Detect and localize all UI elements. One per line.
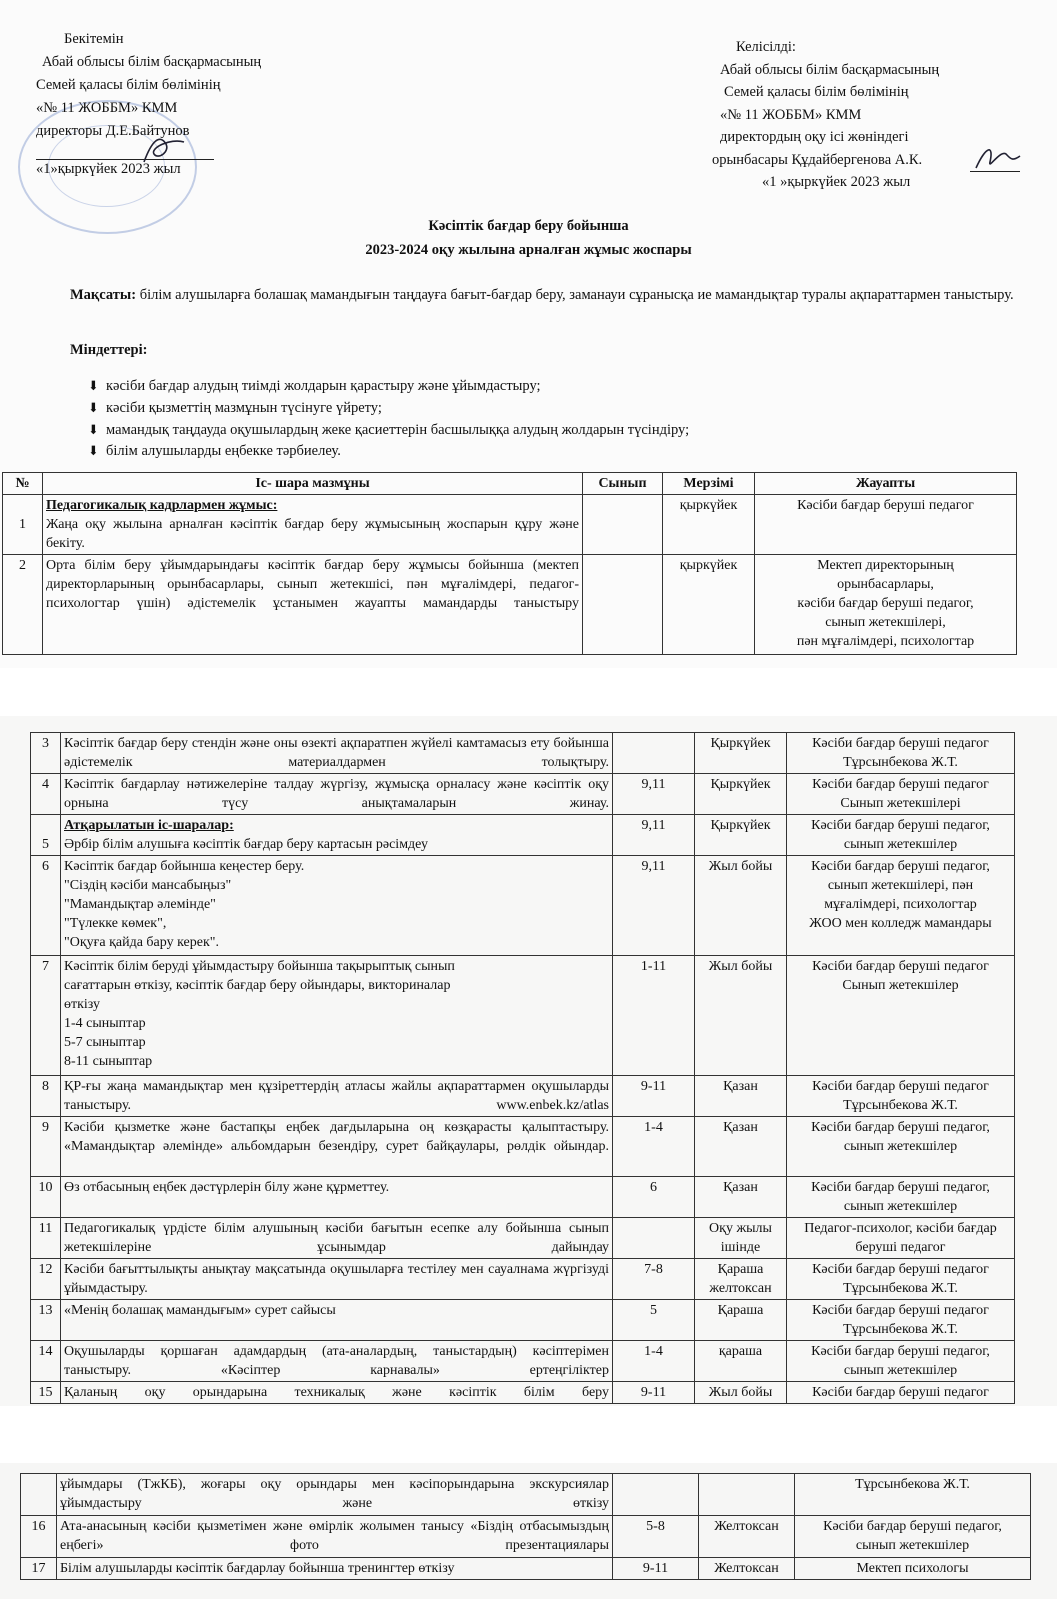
row-responsible: Кәсіби бағдар беруші педагог Тұрсынбекова Ж.Т.	[787, 1300, 1015, 1341]
row-responsible: Кәсіби бағдар беруші педагог	[755, 495, 1017, 555]
row-responsible: Тұрсынбекова Ж.Т.	[795, 1474, 1031, 1516]
table-row	[31, 1117, 1015, 1177]
row-term: Жыл бойы	[695, 856, 787, 956]
table-row	[31, 956, 1015, 1076]
row-responsible: Кәсіби бағдар беруші педагог, сынып жетекшілер	[787, 815, 1015, 856]
row-content: Кәсіби қызметке және бастапқы еңбек дағдыларына оң көзқарасты қалыптастыру. «Мамандықтар әлемінде» альбомдарын безендіру, сурет байқаулары, рөлдік ойындар.	[61, 1117, 613, 1177]
doc-title: Кәсіптік бағдар беру бойынша	[428, 218, 629, 234]
row-term: Қыркүйек	[695, 774, 787, 815]
agreement-line: директордың оқу ісі жөніндегі	[720, 129, 909, 145]
arrow-down-icon: ⬇	[88, 422, 99, 437]
row-num: 12	[31, 1259, 61, 1300]
doc-subtitle: 2023-2024 оқу жылына арналған жұмыс жоспары	[365, 242, 692, 258]
row-num: 8	[31, 1076, 61, 1117]
row-content: Кәсіптік білім беруді ұйымдастыру бойынша тақырыптық сынып сағаттарын өткізу, кәсіптік бағдар беру ойындары, викториналар өткізу 1-4 сыныптар 5-7 сыныптар 8-11 сыныптар	[61, 956, 613, 1076]
header-content: Іс- шара мазмұны	[43, 473, 583, 495]
row-term: Қараша желтоксан	[695, 1259, 787, 1300]
signature-right-icon	[972, 140, 1022, 174]
page-sheet-1	[0, 0, 1057, 668]
agreement-line: Семей қаласы білім бөлімінің	[724, 84, 909, 100]
header-term: Мерзімі	[663, 473, 755, 495]
row-grade: 1-11	[613, 956, 695, 1076]
agreement-heading: Келісілді:	[736, 39, 796, 55]
row-num: 7	[31, 956, 61, 1076]
table-row	[31, 1218, 1015, 1259]
approval-line: Абай облысы білім басқармасының	[42, 54, 262, 70]
section-heading: Педагогикалық кадрлармен жұмыс:	[46, 498, 278, 513]
row-grade: 1-4	[613, 1341, 695, 1382]
table-row	[21, 1474, 1031, 1516]
row-num: 16	[21, 1516, 57, 1558]
table-row	[31, 733, 1015, 774]
table-row	[21, 1516, 1031, 1558]
header-responsible: Жауапты	[755, 473, 1017, 495]
row-num: 10	[31, 1177, 61, 1218]
row-content: Ата-анасының кәсіби қызметімен және өмірлік жолымен танысу «Біздің отбасымыздың еңбегі» фото презентациялары	[57, 1516, 613, 1558]
goal-label: Мақсаты:	[70, 287, 137, 303]
row-content: Педагогикалық үрдісте білім алушының кәсіби бағытын есепке алу бойынша сынып жетекшілеріне ұсынымдар дайындау	[61, 1218, 613, 1259]
section-heading: Атқарылатын іс-шаралар:	[64, 818, 234, 833]
row-term: Қазан	[695, 1117, 787, 1177]
row-responsible: Мектеп психологы	[795, 1558, 1031, 1580]
task-item: ⬇ кәсіби бағдар алудың тиімді жолдарын қарастыру және ұйымдастыру;	[88, 378, 541, 394]
row-grade: 9,11	[613, 856, 695, 956]
table-row	[31, 856, 1015, 956]
row-content: «Менің болашақ мамандығым» сурет сайысы	[61, 1300, 613, 1341]
row-grade: 6	[613, 1177, 695, 1218]
row-content: ұйымдары (ТжКБ), жоғары оқу орындары мен кәсіпорындарына экскурсиялар ұйымдастыру және өткізу	[57, 1474, 613, 1516]
row-responsible: Мектеп директорының орынбасарлары, кәсіби бағдар беруші педагог, сынып жетекшілері, пән мұғалімдері, психологтар	[755, 555, 1017, 655]
row-grade: 9,11	[613, 774, 695, 815]
page-sheet-3	[0, 1463, 1057, 1599]
approval-director: директоры Д.Е.Байтунов	[36, 123, 190, 139]
plan-table-part-3	[20, 1473, 1031, 1580]
row-num: 11	[31, 1218, 61, 1259]
row-content: Білім алушыларды кәсіптік бағдарлау бойынша тренингтер өткізу	[57, 1558, 613, 1580]
row-grade: 9-11	[613, 1382, 695, 1404]
header-grade: Сынып	[583, 473, 663, 495]
row-term: Қараша	[695, 1300, 787, 1341]
table-row	[31, 1076, 1015, 1117]
page-gap	[0, 668, 1057, 716]
signature-left-icon	[140, 130, 190, 170]
row-responsible: Кәсіби бағдар беруші педагог, сынып жетекшілер	[795, 1516, 1031, 1558]
row-num: 9	[31, 1117, 61, 1177]
row-responsible: Педагог-психолог, кәсіби бағдар беруші педагог	[787, 1218, 1015, 1259]
row-grade	[613, 1218, 695, 1259]
row-num: 15	[31, 1382, 61, 1404]
approval-heading: Бекітемін	[64, 31, 124, 47]
row-content: Кәсіптік бағдарлау нәтижелеріне талдау жүргізу, жұмысқа орналасу және кәсіптік оқу орнына түсу анықтамаларын жинау.	[61, 774, 613, 815]
row-term: Жыл бойы	[695, 1382, 787, 1404]
row-grade: 9-11	[613, 1558, 699, 1580]
row-responsible: Кәсіби бағдар беруші педагог Тұрсынбекова Ж.Т.	[787, 733, 1015, 774]
row-term: Желтоксан	[699, 1516, 795, 1558]
row-responsible: Кәсіби бағдар беруші педагог, сынып жетекшілері, пән мұғалімдері, психологтар ЖОО мен колледж мамандары	[787, 856, 1015, 956]
row-content: Педагогикалық кадрлармен жұмыс: Жаңа оқу жылына арналған кәсіптік бағдар беру жұмысының жоспарын құру және бекіту.	[43, 495, 583, 555]
row-responsible: Кәсіби бағдар беруші педагог Тұрсынбекова Ж.Т.	[787, 1076, 1015, 1117]
row-term: Қыркүйек	[695, 733, 787, 774]
row-content: Оқушыларды қоршаған адамдардың (ата-аналардың, таныстардың) кәсіптерімен таныстыру. «Кәсіптер карнавалы» ертеңгіліктер	[61, 1341, 613, 1382]
row-grade	[583, 495, 663, 555]
row-grade: 9-11	[613, 1076, 695, 1117]
approval-line: Семей қаласы білім бөлімінің	[36, 77, 221, 93]
table-row	[3, 495, 1017, 555]
agreement-line: «№ 11 ЖОББМ» КММ	[720, 106, 862, 123]
table-row	[31, 1259, 1015, 1300]
row-term	[699, 1474, 795, 1516]
row-grade: 7-8	[613, 1259, 695, 1300]
row-term: Оқу жылы ішінде	[695, 1218, 787, 1259]
row-num: 17	[21, 1558, 57, 1580]
row-grade: 5	[613, 1300, 695, 1341]
row-responsible: Кәсіби бағдар беруші педагог, сынып жетекшілер	[787, 1341, 1015, 1382]
table-row	[31, 1341, 1015, 1382]
tasks-heading: Міндеттері:	[70, 342, 148, 358]
row-term: қыркүйек	[663, 555, 755, 655]
table-row	[31, 1177, 1015, 1218]
arrow-down-icon: ⬇	[88, 443, 99, 458]
row-responsible: Кәсіби бағдар беруші педагог, сынып жетекшілер	[787, 1117, 1015, 1177]
row-content: Орта білім беру ұйымдарындағы кәсіптік бағдар беру жұмысы бойынша (мектеп директорларының орынбасарлары, сынып жетекшісі, пән мұғалімдері, педагог-психологтар үшін) әдістемелік ұстанымен жауапты мамандарды таныстыру	[43, 555, 583, 655]
agreement-date: «1 »қыркүйек 2023 жыл	[762, 174, 911, 190]
row-content: Кәсіптік бағдар беру стендін және оны өзекті ақпаратпен жүйелі камтамасыз ету бойынша әдістемелік материалдармен толықтыру.	[61, 733, 613, 774]
row-num: 5	[31, 815, 61, 856]
table-row	[31, 815, 1015, 856]
table-row	[31, 1300, 1015, 1341]
table-row	[21, 1558, 1031, 1580]
row-num: 13	[31, 1300, 61, 1341]
header-num: №	[3, 473, 43, 495]
row-num	[21, 1474, 57, 1516]
row-grade	[613, 1474, 699, 1516]
row-content: Кәсіптік бағдар бойынша кеңестер беру. "Сіздің кәсіби мансабыңыз" "Мамандықтар әлемінде" "Түлекке көмек", "Оқуға қайда бару керек".	[61, 856, 613, 956]
row-content: ҚР-ғы жаңа мамандықтар мен құзіреттердің атласы жайлы ақпараттармен оқушыларды таныстыру. www.enbek.kz/atlas	[61, 1076, 613, 1117]
row-responsible: Кәсіби бағдар беруші педагог Тұрсынбекова Ж.Т.	[787, 1259, 1015, 1300]
row-term: Желтоксан	[699, 1558, 795, 1580]
agreement-line: Абай облысы білім басқармасының	[720, 61, 940, 78]
row-grade: 5-8	[613, 1516, 699, 1558]
row-term: Қазан	[695, 1076, 787, 1117]
arrow-down-icon: ⬇	[88, 400, 99, 415]
row-responsible: Кәсіби бағдар беруші педагог Сынып жетекшілер	[787, 956, 1015, 1076]
approval-date: «1»қыркүйек 2023 жыл	[36, 161, 181, 177]
page-sheet-2	[0, 716, 1057, 1406]
row-content: Кәсіби бағыттылықты анықтау мақсатында оқушыларға тестілеу мен сауалнама жүргізуді ұйымдастыру.	[61, 1259, 613, 1300]
table-row	[31, 774, 1015, 815]
task-item: ⬇ кәсіби қызметтің мазмұнын түсінуге үйрету;	[88, 400, 382, 416]
row-responsible: Кәсіби бағдар беруші педагог, сынып жетекшілер	[787, 1177, 1015, 1218]
row-num: 6	[31, 856, 61, 956]
task-item: ⬇ білім алушыларды еңбекке тәрбиелеу.	[88, 443, 341, 459]
row-content: Өз отбасының еңбек дәстүрлерін білу және құрметтеу.	[61, 1177, 613, 1218]
goal-paragraph	[34, 283, 1024, 308]
row-num: 14	[31, 1341, 61, 1382]
row-num: 1	[3, 495, 43, 555]
row-content: Қаланың оқу орындарына техникалық және кәсіптік білім беру	[61, 1382, 613, 1404]
approval-line: «№ 11 ЖОББМ» КММ	[36, 100, 178, 116]
agreement-deputy: орынбасары Құдайбергенова А.К.	[712, 151, 923, 168]
arrow-down-icon: ⬇	[88, 378, 99, 393]
plan-table-part-1	[2, 472, 1017, 655]
page-gap	[0, 1406, 1057, 1463]
row-term: Қыркүйек	[695, 815, 787, 856]
row-responsible: Кәсіби бағдар беруші педагог Сынып жетекшілері	[787, 774, 1015, 815]
row-grade: 9,11	[613, 815, 695, 856]
table-row	[31, 1382, 1015, 1404]
row-num: 3	[31, 733, 61, 774]
table-header-row	[3, 473, 1017, 495]
row-grade	[613, 733, 695, 774]
row-grade	[583, 555, 663, 655]
row-term: қыркүйек	[663, 495, 755, 555]
goal-text: білім алушыларға болашақ мамандығын таңдауға бағыт-бағдар беру, заманауи сұранысқа ие мамандықтар туралы ақпараттармен таныстыру.	[139, 287, 1014, 303]
table-row	[3, 555, 1017, 655]
task-item: ⬇ мамандық таңдауда оқушылардың жеке қасиеттерін басшылыққа алудың жолдарын түсіндіру;	[88, 422, 690, 438]
row-grade: 1-4	[613, 1117, 695, 1177]
plan-table-part-2	[30, 732, 1015, 1404]
row-term: Қазан	[695, 1177, 787, 1218]
row-num: 4	[31, 774, 61, 815]
row-term: Жыл бойы	[695, 956, 787, 1076]
row-term: қараша	[695, 1341, 787, 1382]
row-num: 2	[3, 555, 43, 655]
row-responsible: Кәсіби бағдар беруші педагог	[787, 1382, 1015, 1404]
row-content: Атқарылатын іс-шаралар: Әрбір білім алушыға кәсіптік бағдар беру картасын рәсімдеу	[61, 815, 613, 856]
